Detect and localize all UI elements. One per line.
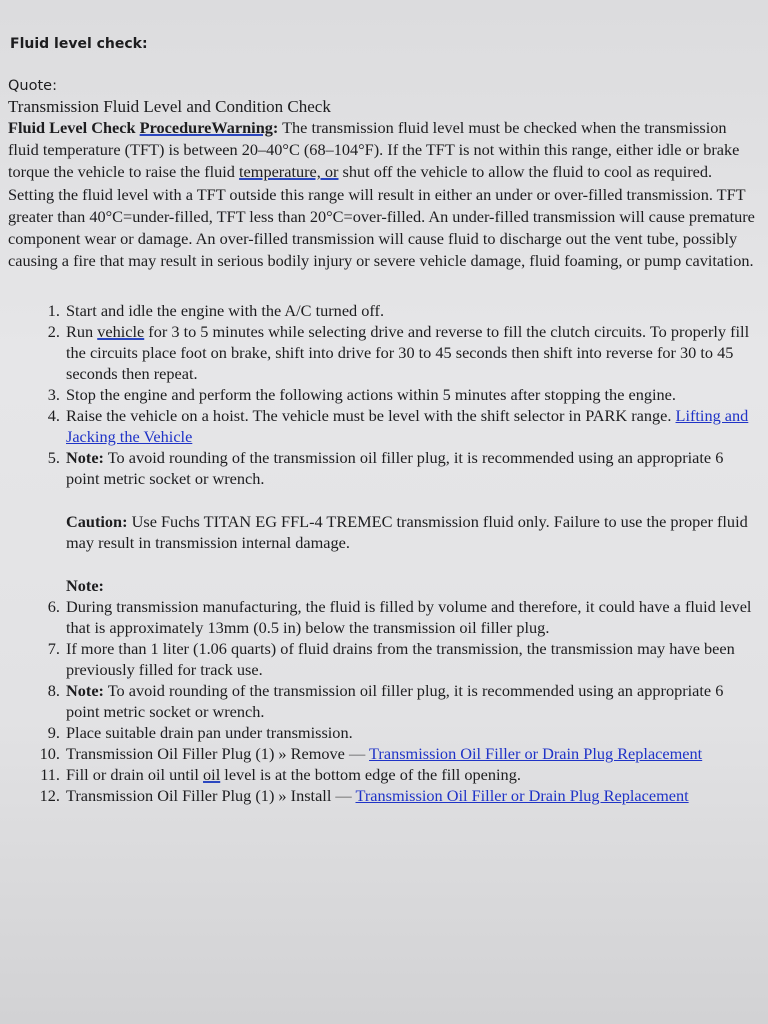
caution-block bbox=[8, 511, 758, 553]
warning-paragraph bbox=[8, 117, 758, 272]
step-6: 6. During transmission manufacturing, the fluid is filled by volume and therefore, it could have a fluid level that is approximately 13mm (0.5 in) below the transmission oil filler plug. bbox=[47, 597, 752, 638]
step-11: 11. Fill or drain oil until oil level is at the bottom edge of the fill opening. bbox=[40, 765, 521, 785]
step-2: 2. Run vehicle for 3 to 5 minutes while selecting drive and reverse to fill the clutch circuits. To properly fill the circuits place foot on brake, shift into drive for 30 to 45 seconds then shift into reverse for 30 to 45 seconds then repeat. bbox=[47, 322, 750, 384]
warning-text-2: shut off the vehicle to allow the fluid to cool as required. Setting the fluid level with a TFT outside this range will result in either an under or over-filled transmission. TFT greater than 40°C=under-filled, TFT less than 20°C=over-filled. An under-filled transmission will cause premature component wear or damage. An over-filled transmission will cause fluid to discharge out the vent tube, possibly causing a fire that may result in serious bodily injury or severe vehicle damage, fluid foaming, or pump cavitation. bbox=[8, 162, 755, 271]
step-4: 4. Raise the vehicle on a hoist. The vehicle must be level with the shift selector in PARK range. Lifting and Jacking the Vehicle bbox=[47, 406, 749, 447]
step-1: 1. Start and idle the engine with the A/C turned off. bbox=[47, 301, 385, 321]
warning-underlined-text: temperature, or bbox=[239, 162, 339, 182]
note-label: Note: bbox=[66, 576, 104, 596]
page-heading: Fluid level check: bbox=[10, 36, 148, 52]
step-7: 7. If more than 1 liter (1.06 quarts) of fluid drains from the transmission, the transmission may have been previously filled for track use. bbox=[47, 639, 735, 680]
warning-lead: Fluid Level Check ProcedureWarning: bbox=[8, 118, 279, 137]
underlined-word: oil bbox=[203, 765, 221, 785]
step-5: 5. Note: To avoid rounding of the transmission oil filler plug, it is recommended using an appropriate 6 point metric socket or wrench. bbox=[47, 448, 724, 489]
procedure-steps-continued bbox=[8, 596, 758, 806]
procedure-steps bbox=[8, 300, 758, 489]
step-8: 8. Note: To avoid rounding of the transmission oil filler plug, it is recommended using an appropriate 6 point metric socket or wrench. bbox=[47, 681, 724, 722]
section-title: Transmission Fluid Level and Condition Check bbox=[8, 97, 331, 116]
step-9: 9. Place suitable drain pan under transmission. bbox=[47, 723, 353, 743]
lifting-jacking-link[interactable]: Lifting and Jacking the Vehicle bbox=[66, 406, 749, 447]
filler-plug-install-link[interactable]: Transmission Oil Filler or Drain Plug Replacement bbox=[355, 786, 689, 806]
quote-label: Quote: bbox=[8, 78, 57, 94]
caution-text: Use Fuchs TITAN EG FFL-4 TREMEC transmission fluid only. Failure to use the proper fluid may result in transmission internal damage. bbox=[66, 512, 748, 553]
step-3: 3. Stop the engine and perform the following actions within 5 minutes after stopping the engine. bbox=[47, 385, 676, 405]
warning-text-1: The transmission fluid level must be checked when the transmission fluid temperature (TFT) is between 20–40°C (68–104°F). If the TFT is not within this range, either idle or brake torque the vehicle to raise the fluid bbox=[8, 118, 740, 182]
underlined-word: vehicle bbox=[97, 322, 145, 342]
filler-plug-remove-link[interactable]: Transmission Oil Filler or Drain Plug Replacement bbox=[369, 744, 703, 764]
step-10: 10. Transmission Oil Filler Plug (1) » Remove — Transmission Oil Filler or Drain Plug Replacement bbox=[39, 744, 703, 764]
step-12: 12. Transmission Oil Filler Plug (1) » Install — Transmission Oil Filler or Drain Plug Replacement bbox=[39, 786, 689, 806]
caution-label: Caution: bbox=[66, 512, 128, 532]
